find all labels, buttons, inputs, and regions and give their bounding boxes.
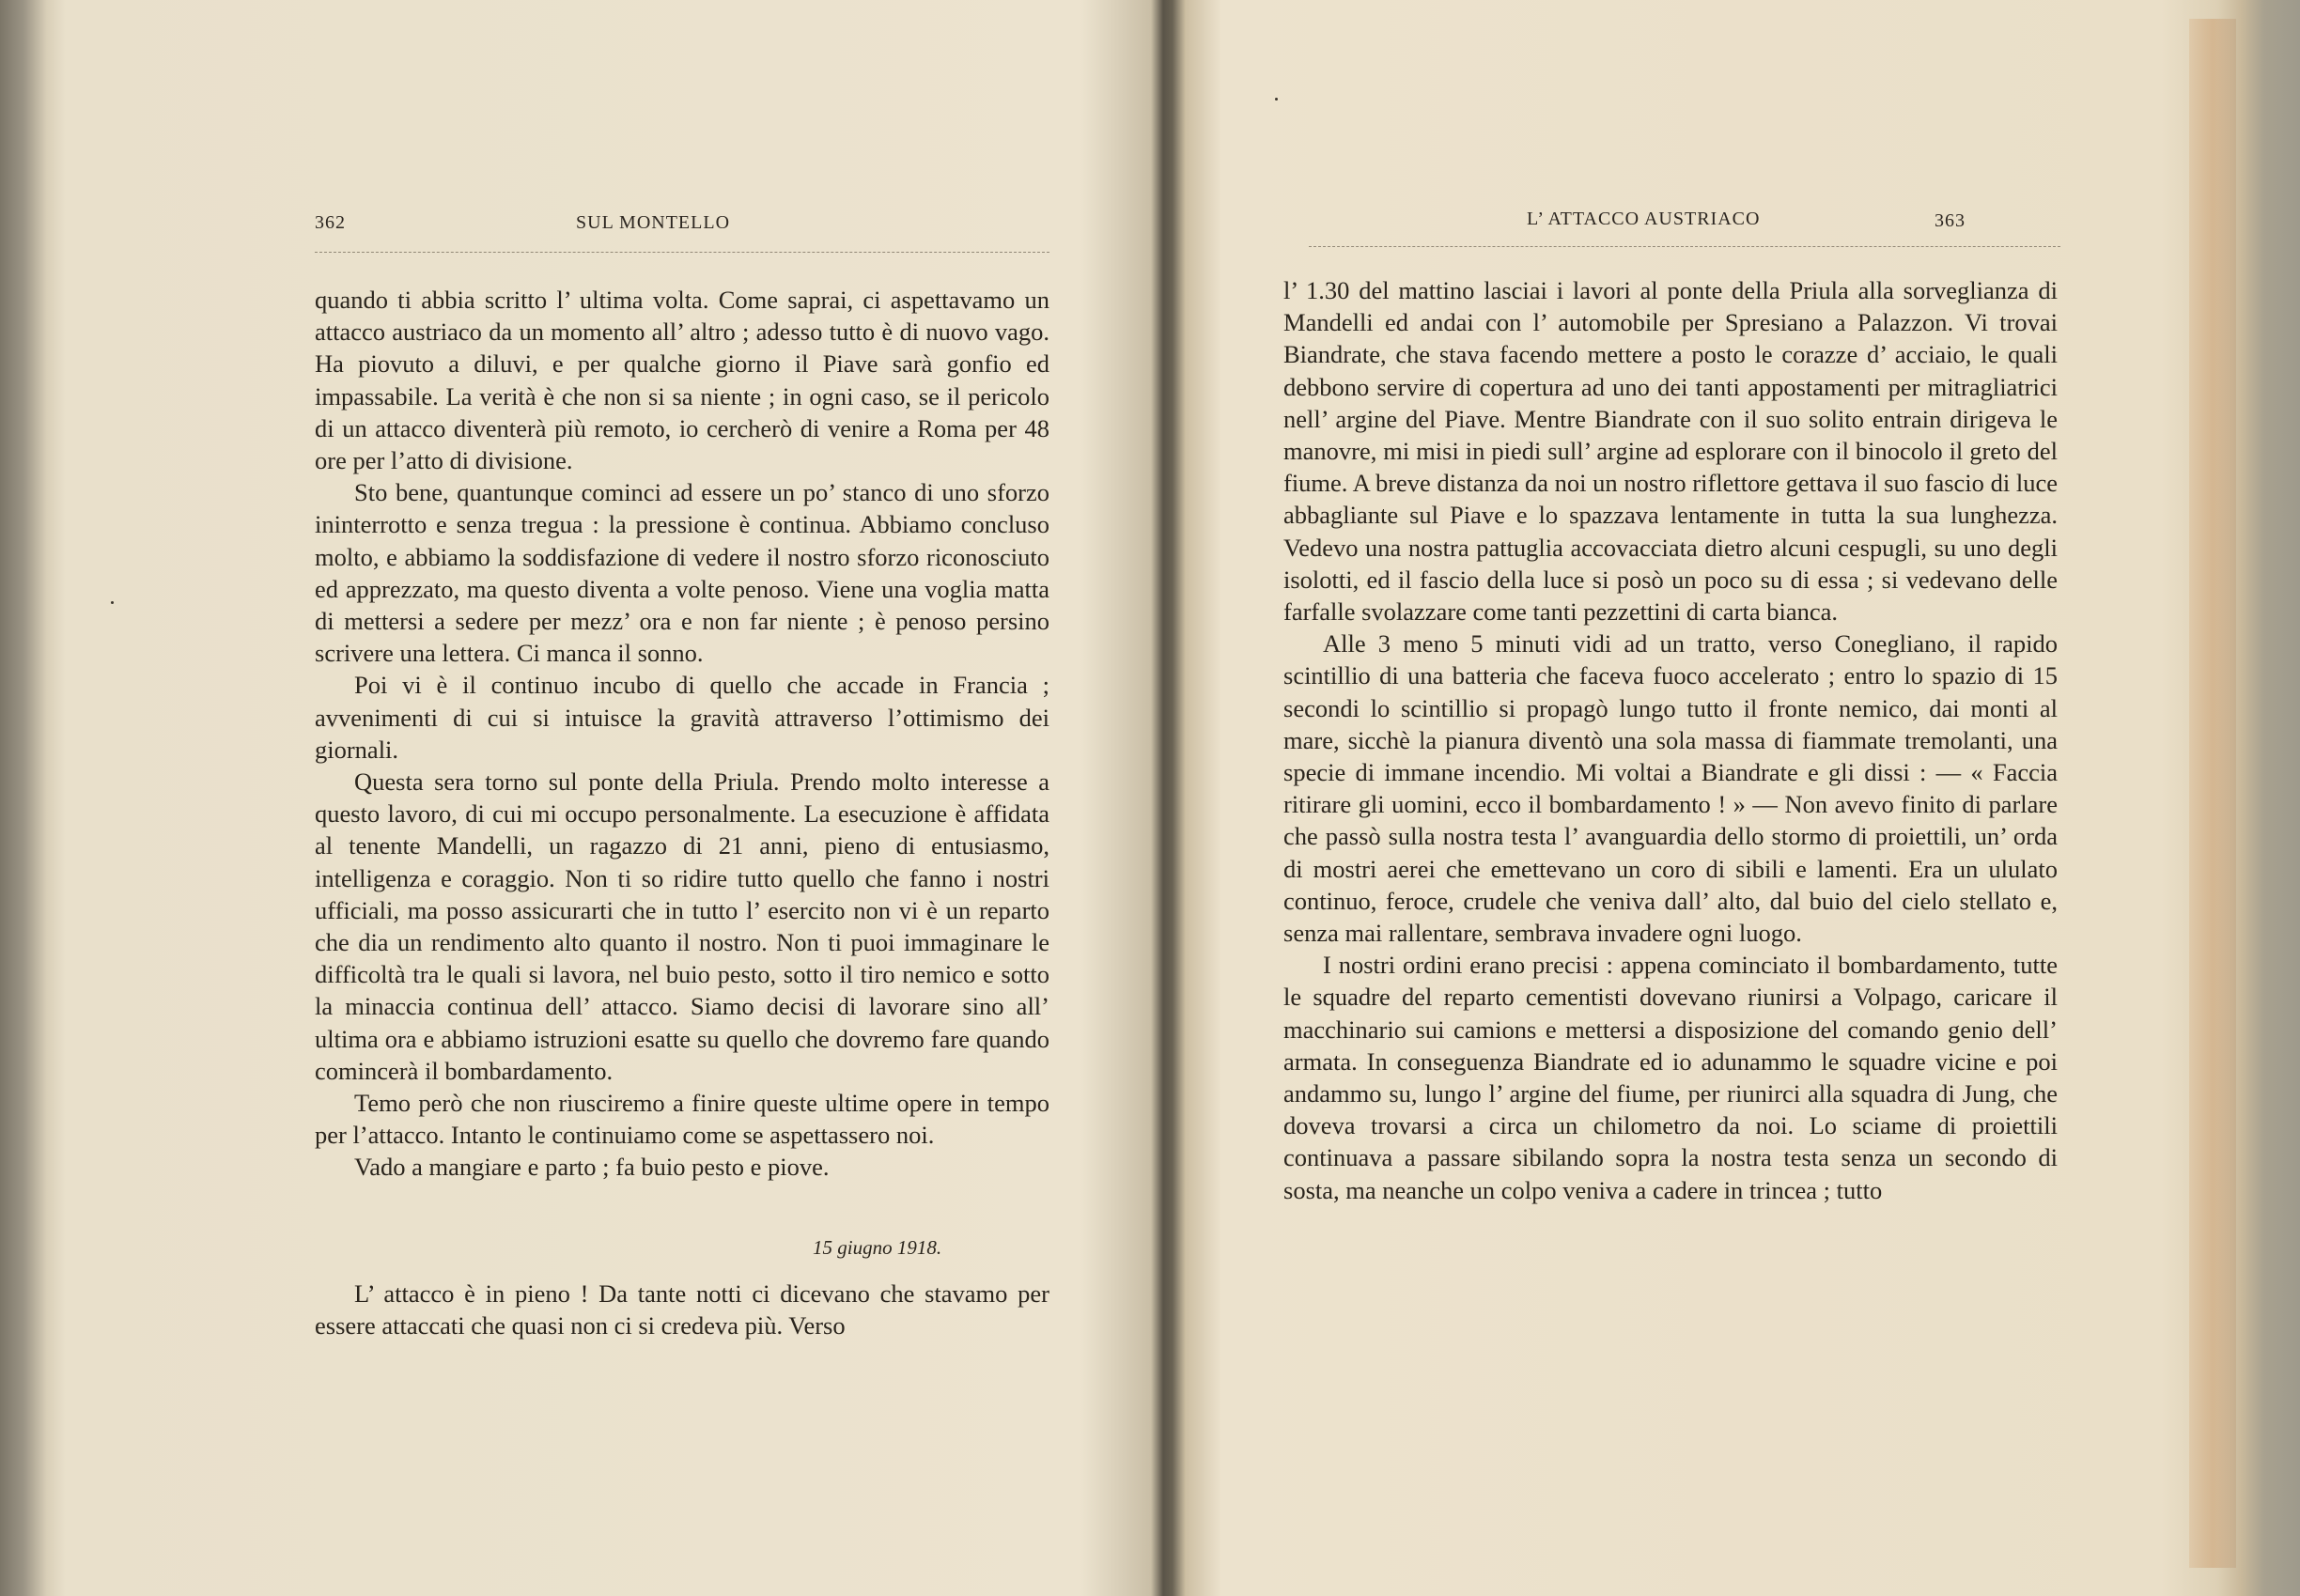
page-number-right: 363 (1935, 210, 1966, 231)
running-head-right: L’ ATTACCO AUSTRIACO (1527, 209, 1761, 229)
paragraph: L’ attacco è in pieno ! Da tante notti ci dicevano che stavamo per essere attaccati che quasi non ci si credeva più. Verso (315, 1279, 1049, 1340)
paragraph: Vado a mangiare e parto ; fa buio pesto e piove. (354, 1153, 830, 1182)
header-rule-left (315, 252, 1049, 253)
paragraph: Alle 3 meno 5 minuti vidi ad un tratto, verso Conegliano, il rapido scintillio di una batteria che faceva fuoco accelerato ; entro lo spazio di 15 secondi lo scintillio si propagò lungo tutto il fronte nemico, dai monti al mare, sicchè la pianura diventò una sola massa di fiammate tremolanti, una specie di immane incendio. Mi voltai a Biandrate e gli dissi : — « Faccia ritirare gli uomini, ecco il bombardamento ! » — Non avevo finito di parlare che passò sulla nostra testa l’ avanguardia dello stormo di proiettili, un’ orda di mostri aerei che emettevano un coro di sibili e lamenti. Era un ululato continuo, feroce, crudele che veniva dall’ alto, dal buio del cielo stellato e, senza mai rallentare, sembrava invadere ogni luogo. (1283, 629, 2058, 948)
paragraph: quando ti abbia scritto l’ ultima volta. Come saprai, ci aspettavamo un attacco austriaco da un momento all’ altro ; adesso tutto è di nuovo vago. Ha piovuto a diluvi, e per qualche giorno il Piave sarà gonfio ed impassabile. La verità è che non si sa niente ; in ogni caso, se il pericolo di un attacco diventerà più remoto, io cercherò di venire a Roma per 48 ore per l’atto di divisione. (315, 286, 1049, 475)
left-body-text-after-date (315, 1278, 1049, 1341)
running-head-left: SUL MONTELLO (576, 212, 731, 233)
left-body-text (315, 284, 1049, 1184)
paragraph: Questa sera torno sul ponte della Priula. Prendo molto interesse a questo lavoro, di cui mi occupo personalmente. La esecuzione è affidata al tenente Mandelli, un ragazzo di 21 anni, pieno di entusiasmo, intelligenza e coraggio. Non ti so ridire tutto quello che fanno i nostri ufficiali, ma posso assicurarti che in tutto l’ esercito non vi è un reparto che dia un rendimento alto quanto il nostro. Non ti puoi immaginare le difficoltà tra le quali si lavora, nel buio pesto, sotto il tiro nemico e sotto la minaccia continua dell’ attacco. Siamo decisi di lavorare sino all’ ultima ora e abbiamo istruzioni esatte su quello che dovremo fare quando comincerà il bombardamento. (315, 767, 1049, 1085)
date-heading: 15 giugno 1918. (813, 1236, 942, 1259)
left-page (56, 0, 1156, 1596)
ink-speck (1275, 98, 1278, 101)
right-page (1184, 0, 2236, 1596)
paragraph: Poi vi è il continuo incubo di quello che accade in Francia ; avvenimenti di cui si intuisce la gravità attraverso l’ottimismo dei giornali. (315, 671, 1049, 764)
paragraph: l’ 1.30 del mattino lasciai i lavori al ponte della Priula alla sorveglianza di Mandelli ed andai con l’ automobile per Spresiano a Palazzon. Vi trovai Biandrate, che stava facendo mettere a posto le corazze d’ acciaio, le quali debbono servire di copertura ad uno dei tanti appostamenti per mitragliatrici nell’ argine del Piave. Mentre Biandrate con il suo solito entrain dirigeva le manovre, mi misi in piedi sull’ argine ad esplorare con il binocolo il greto del fiume. A breve distanza da noi un nostro riflettore gettava il suo fascio di luce abbagliante sul Piave e lo spazzava lentamente in tutta la sua lunghezza. Vedevo una nostra pattuglia accovacciata dietro alcuni cespugli, su uno degli isolotti, ed il fascio della luce si posò un poco su di essa ; si vedevano delle farfalle svolazzare come tanti pezzettini di carta bianca. (1283, 276, 2058, 627)
right-body-text (1283, 274, 2058, 1206)
paragraph: Temo però che non riusciremo a finire queste ultime opere in tempo per l’attacco. Intanto le continuiamo come se aspettassero noi. (315, 1089, 1049, 1150)
header-rule-right (1309, 246, 2060, 247)
ink-speck (111, 601, 114, 604)
paragraph: Sto bene, quantunque cominci ad essere un po’ stanco di uno sforzo ininterrotto e senza tregua : la pressione è continua. Abbiamo concluso molto, e abbiamo la soddisfazione di vedere il nostro sforzo riconosciuto ed apprezzato, ma questo diventa a volte penoso. Viene una voglia matta di mettersi a sedere per mezz’ ora e non far niente ; è penoso persino scrivere una lettera. Ci manca il sonno. (315, 478, 1049, 668)
page-number-left: 362 (315, 212, 346, 233)
paragraph: I nostri ordini erano precisi : appena cominciato il bombardamento, tutte le squadre del reparto cementisti dovevano riunirsi a Volpago, caricare il macchinario sui camions e mettersi a disposizione del comando genio dell’ armata. In conseguenza Biandrate ed io adunammo le squadre vicine e poi andammo su, lungo l’ argine del fiume, per riunirci alla squadra di Jung, che doveva trovarsi a circa un chilometro da noi. Lo sciame di proiettili continuava a passare sibilando sopra la nostra testa senza un secondo di sosta, ma neanche un colpo veniva a cadere in trincea ; tutto (1283, 951, 2058, 1204)
